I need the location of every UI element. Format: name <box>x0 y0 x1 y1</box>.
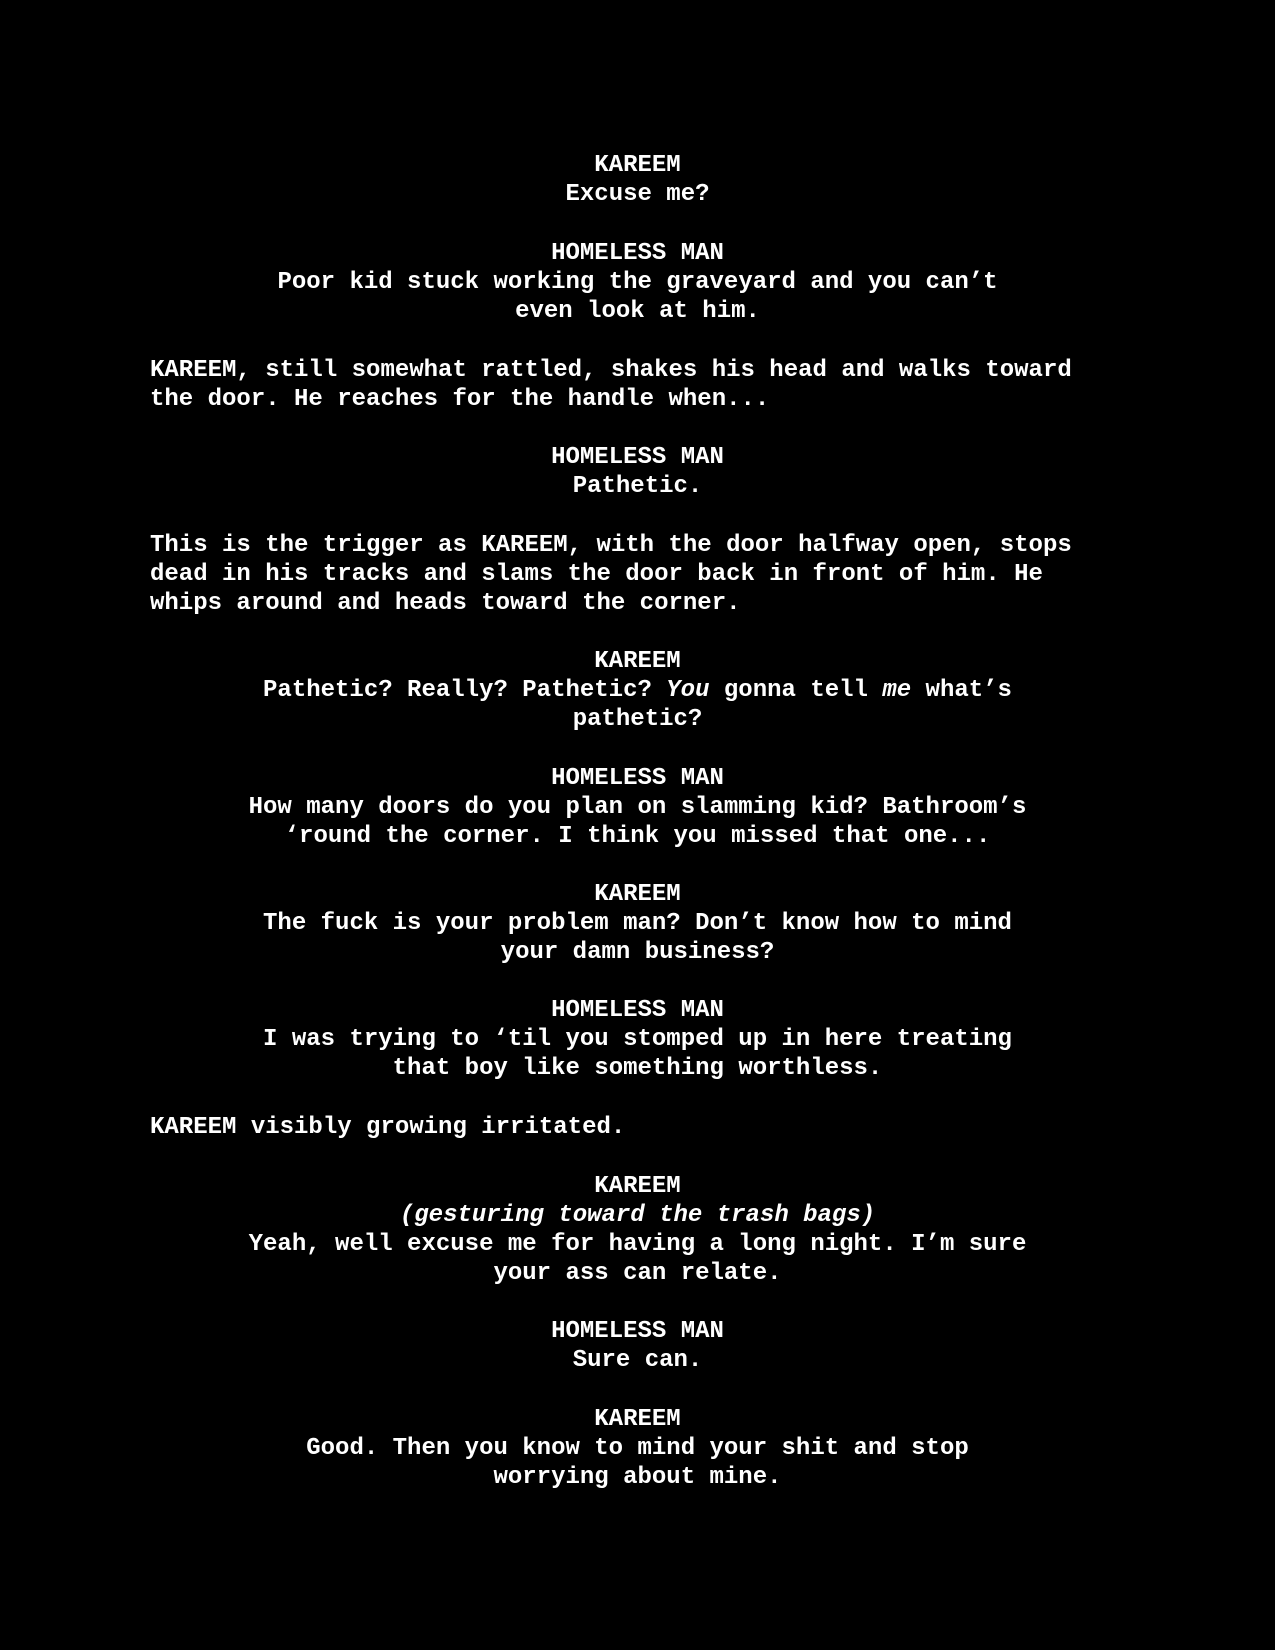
dialogue-segment: Pathetic? Really? Pathetic? <box>263 677 667 704</box>
dialogue-line: your damn business? <box>500 939 775 966</box>
dialogue-line: your ass can relate. <box>493 1260 782 1287</box>
dialogue-line: Good. Then you know to mind your shit and stop <box>306 1435 969 1462</box>
dialogue-line: I was trying to ‘til you stomped up in here treating <box>263 1026 1012 1053</box>
dialogue-line: worrying about mine. <box>493 1464 782 1491</box>
character-name: HOMELESS MAN <box>551 997 724 1024</box>
action-line: KAREEM, still somewhat rattled, shakes his head and walks toward <box>150 357 1072 384</box>
character-name: KAREEM <box>594 648 681 675</box>
dialogue-line: even look at him. <box>515 298 760 325</box>
dialogue-line: The fuck is your problem man? Don’t know how to mind <box>263 910 1012 937</box>
dialogue-line: that boy like something worthless. <box>392 1055 883 1082</box>
character-name: KAREEM <box>594 152 681 179</box>
dialogue-line: Poor kid stuck working the graveyard and you can’t <box>277 269 998 296</box>
action-line: This is the trigger as KAREEM, with the door halfway open, stops <box>150 532 1072 559</box>
dialogue-line: How many doors do you plan on slamming kid? Bathroom’s <box>248 794 1027 821</box>
character-name: HOMELESS MAN <box>551 444 724 471</box>
character-name: KAREEM <box>594 1406 681 1433</box>
character-name: KAREEM <box>594 881 681 908</box>
dialogue-line: ‘round the corner. I think you missed that one... <box>284 823 991 850</box>
dialogue-emphasis: You <box>666 677 710 704</box>
action-line: KAREEM visibly growing irritated. <box>150 1114 626 1141</box>
dialogue-segment: gonna tell <box>709 677 883 704</box>
dialogue-line: Sure can. <box>572 1347 703 1374</box>
parenthetical: (gesturing toward the trash bags) <box>399 1202 876 1229</box>
dialogue-line: Pathetic. <box>572 473 703 500</box>
character-name: HOMELESS MAN <box>551 240 724 267</box>
action-line: dead in his tracks and slams the door back in front of him. He <box>150 561 1043 588</box>
character-name: KAREEM <box>594 1173 681 1200</box>
action-line: whips around and heads toward the corner. <box>150 590 741 617</box>
action-line: the door. He reaches for the handle when... <box>150 386 770 413</box>
dialogue-segment: what’s <box>911 677 1012 704</box>
dialogue-line: Yeah, well excuse me for having a long night. I’m sure <box>248 1231 1027 1258</box>
dialogue-line: pathetic? <box>572 706 703 733</box>
dialogue-line <box>0 676 1275 705</box>
dialogue-emphasis: me <box>882 677 912 704</box>
character-name: HOMELESS MAN <box>551 1318 724 1345</box>
character-name: HOMELESS MAN <box>551 765 724 792</box>
dialogue-line: Excuse me? <box>565 181 710 208</box>
